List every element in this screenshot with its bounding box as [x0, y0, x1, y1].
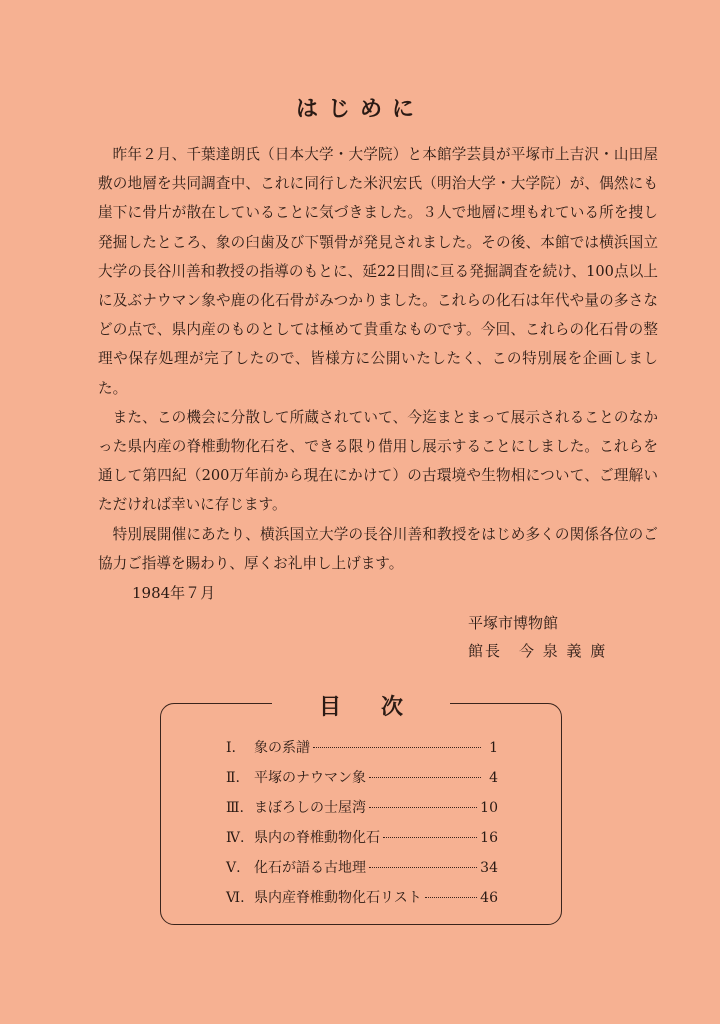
introduction-text — [98, 140, 658, 578]
page-title: はじめに — [295, 96, 424, 122]
toc-item-page: 1 — [489, 740, 498, 756]
publication-date: 1984年７月 — [132, 584, 216, 602]
toc-item-label: 県内産脊椎動物化石リスト — [254, 890, 422, 906]
toc-item — [226, 797, 498, 827]
toc-leader-dots — [369, 867, 477, 868]
toc-item-label: 象の系譜 — [254, 740, 310, 756]
toc-item-number: Ⅱ. — [226, 770, 240, 786]
toc-item-label: 平塚のナウマン象 — [254, 770, 366, 786]
toc-item-page: 10 — [480, 800, 498, 816]
toc-item-page: 16 — [480, 830, 498, 846]
toc-leader-dots — [369, 807, 477, 808]
paragraph-2: また、この機会に分散して所蔵されていて、今迄まとまって展示されることのなかった県内産の脊椎動物化石を、できる限り借用し展示することにしました。これらを通して第四紀（200万年前から現在にかけて）の古環境や生物相について、ご理解いただければ幸いに存じます。 — [98, 408, 658, 514]
toc-item-page: 4 — [489, 770, 498, 786]
toc-leader-dots — [383, 837, 477, 838]
toc-item — [226, 767, 498, 797]
toc-item-number: Ⅳ. — [226, 830, 245, 846]
toc-item — [226, 887, 498, 917]
toc-item — [226, 857, 498, 887]
toc-item-number: Ⅲ. — [226, 800, 244, 816]
paragraph-3: 特別展開催にあたり、横浜国立大学の長谷川善和教授をはじめ多くの関係各位のご協力ご指導を賜わり、厚くお礼申し上げます。 — [98, 525, 658, 572]
toc-item-number: Ⅰ. — [226, 740, 236, 756]
paragraph-1: 昨年２月、千葉達朗氏（日本大学・大学院）と本館学芸員が平塚市上吉沢・山田屋敷の地層を共同調査中、これに同行した米沢宏氏（明治大学・大学院）が、偶然にも崖下に骨片が散在していることに気づきました。３人で地層に埋もれている所を捜し発掘したところ、象の臼歯及び下顎骨が発見されました。その後、本館では横浜国立大学の長谷川善和教授の指導のもとに、延22日間に亘る発掘調査を続け、100点以上に及ぶナウマン象や鹿の化石骨がみつかりました。これらの化石は年代や量の多さなどの点で、県内産のものとしては極めて貴重なものです。今回、これらの化石骨の整理や保存処理が完了したので、皆様方に公開いたしたく、この特別展を企画しました。 — [98, 146, 658, 397]
director-name: 館長 今 泉 義 廣 — [468, 642, 608, 660]
toc-item-page: 34 — [480, 860, 498, 876]
toc-item-label: 県内の脊椎動物化石 — [254, 830, 380, 846]
toc-heading: 目次 — [272, 690, 450, 721]
toc-item-label: まぼろしの士屋湾 — [254, 800, 366, 816]
organization-name: 平塚市博物館 — [468, 614, 559, 632]
table-of-contents — [226, 737, 498, 917]
toc-leader-dots — [369, 777, 481, 778]
toc-leader-dots — [425, 897, 477, 898]
toc-leader-dots — [313, 747, 481, 748]
toc-item — [226, 827, 498, 857]
toc-item-number: Ⅴ. — [226, 860, 241, 876]
toc-item — [226, 737, 498, 767]
toc-item-number: Ⅵ. — [226, 890, 245, 906]
toc-item-label: 化石が語る古地理 — [254, 860, 366, 876]
toc-item-page: 46 — [480, 890, 498, 906]
